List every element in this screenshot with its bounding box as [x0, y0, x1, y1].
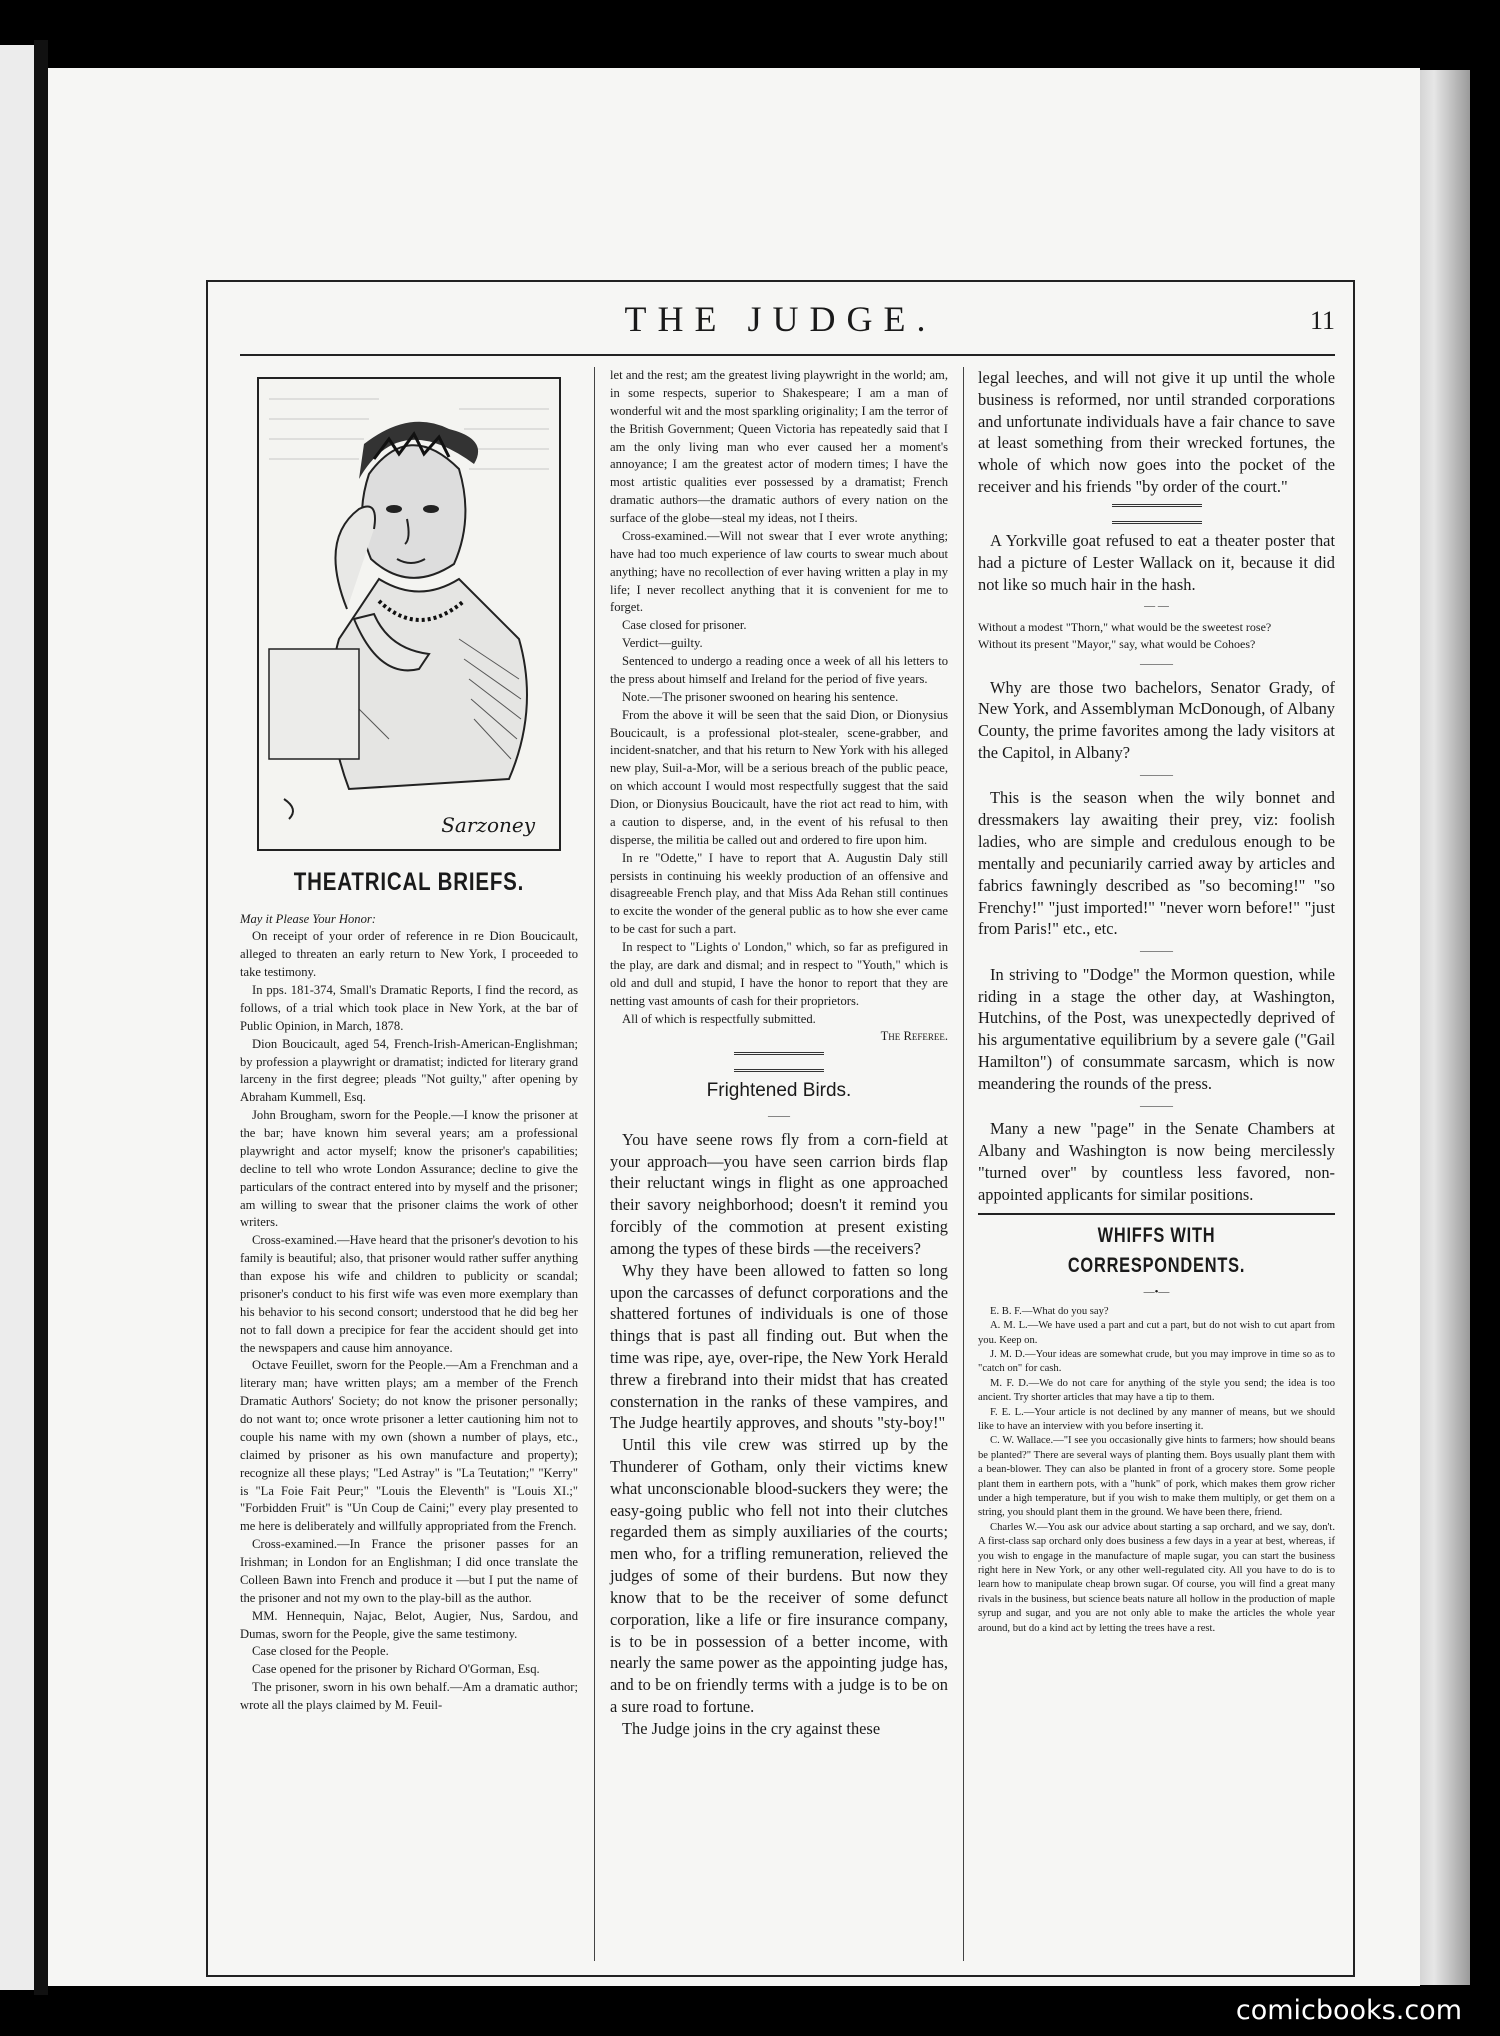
- dash-divider: ———: [1140, 768, 1173, 781]
- brief-paragraph: Sentenced to undergo a reading once a week of all his letters to the press about himself and Ireland for the period of five years.: [610, 654, 948, 686]
- column-divider: [594, 367, 595, 1961]
- brief-paragraph: Cross-examined.—In France the prisoner passes for an Irishman; in London for an Englishman; I did once translate the Colleen Bawn into French and produce it —but I put the name of the prisoner and not my own to the play-bill as the author.: [240, 1537, 578, 1605]
- brief-paragraph: Case closed for prisoner.: [622, 618, 747, 633]
- birds-paragraph: You have seene rows fly from a corn-field at your approach—you have seen carrion birds flap their reluctant wings in flight as one approached their savory neighborhood; doesn't it remind you forcibly of the commotion at present existing among the types of these birds —the receivers?: [610, 1129, 948, 1258]
- verse-line: Without a modest "Thorn," what would be the sweetest rose?: [978, 619, 1272, 634]
- dash-divider: —•—: [1143, 1286, 1170, 1299]
- correspondent-reply: C. W. Wallace.—"I see you occasionally give hints to farmers; how should beans be planted?" There are several ways of planting them. Boys usually plant them with a bean-blower. They can also be planted in front of a grocery store. Some people plant them in earthern pots, with a "hunk" of pork, which makes them grow richer under a high temperature, but if you wish to make them multiply, or get them on a string, you should plant them in the ground. We have been there, friend.: [978, 1435, 1335, 1519]
- dash-divider: ———: [1140, 1099, 1173, 1112]
- section-ornament: [1112, 504, 1202, 524]
- brief-paragraph: let and the rest; am the greatest living playwright in the world; am, in some respects, superior to Shakespeare; I am a man of wonderful wit and the most sparkling originality; I am the terror of the British Government; Queen Victoria has repeatedly said that I am the only living man who ever caused her a moment's annoyance; I am the greatest actor of modern times; I have the most artistic qualities ever possessed by a dramatist; French dramatic authors—the dramatic authors of every nation on the surface of the globe—steal my ideas, not I theirs.: [610, 368, 948, 525]
- masthead-title: THE JUDGE.: [624, 299, 937, 339]
- brief-paragraph: In re "Odette," I have to report that A. Augustin Daly still persists in continuing his weekly production of an offensive and disagreeable French play, and that Miss Ada Rehan still continues to excite the wonder of the general public as to how she ever came to be cast for such a part.: [610, 850, 948, 937]
- correspondent-reply: M. F. D.—We do not care for anything of the style you send; the idea is too ancient. Try shorter articles that may have a tip to them.: [978, 1377, 1335, 1404]
- brief-paragraph: Case closed for the People.: [252, 1644, 389, 1659]
- section-rule: [978, 1213, 1335, 1215]
- newspaper-page: [48, 68, 1420, 1986]
- birds-paragraph: Until this vile crew was stirred up by the Thunderer of Gotham, only their victims knew what unconscionable blood-suckers they were; the easy-going public who fell not into their clutches regarded them as simply auxiliaries of the courts; men who, for a trifling remuneration, relieved the judges of some of their burdens. But now they know that to be the receiver of some defunct corporation, like a life or fire insurance company, is to be in possession of a better income, with nearly the same power as the appointing judge has, and to be on friendly terms with a judge is to be on a sure road to fortune.: [610, 1435, 948, 1716]
- correspondent-reply: A. M. L.—We have used a part and cut a part, but do not wish to cut apart from you. Keep on.: [978, 1320, 1335, 1346]
- birds-paragraph: The Judge joins in the cry against these: [622, 1718, 881, 1738]
- leeches-paragraph: legal leeches, and will not give it up until the whole business is reformed, nor until stranded corporations and unfortunate individuals have a fair chance to save at least something from their wrecked fortunes, the whole of which now goes into the pocket of the receiver and his friends "by order of the court.": [978, 368, 1335, 497]
- brief-paragraph: Verdict—guilty.: [622, 636, 703, 651]
- page-frame: [206, 280, 1355, 1977]
- column-2: [610, 367, 948, 1740]
- brief-paragraph: John Brougham, sworn for the People.—I know the prisoner at the bar; have known him several years; am a professional playwright and actor myself; know the prisoner's capabilities; decline to tell who wrote London Assurance; decline to give the particulars of the contract entered into by myself and the prisoner; am willing to swear that the prisoner claims the work of other writers.: [240, 1108, 578, 1230]
- dash-divider: ———: [1140, 945, 1173, 958]
- brief-paragraph: Octave Feuillet, sworn for the People.—Am a Frenchman and a literary man; have written plays; am a member of the French Dramatic Authors' Society; do not know the prisoner personally; do not want to; once wrote prisoner a letter cautioning him not to couple his name with my own (shown a number of plays, etc., claimed by prisoner as his own manufacture and property); recognize all these plays; "Led Astray" is "La Teutation;" "Kerry" is "La Foie Fait Peur;" "Louis the Eleventh" is "Louis XI.;" "Forbidden Fruit" is "Un Coup de Caini;" every play presented to me here is deliberately and willfully appropriated from the French.: [240, 1358, 578, 1534]
- brief-paragraph: On receipt of your order of reference in re Dion Boucicault, alleged to threaten an early return to New York, I proceeded to take testimony.: [240, 929, 578, 980]
- theatrical-briefs-headline: THEATRICAL BRIEFS.: [293, 868, 525, 896]
- page-number: 11: [1309, 306, 1335, 335]
- correspondent-reply: E. B. F.—What do you say?: [990, 1305, 1109, 1317]
- brief-paragraph: All of which is respectfully submitted.: [622, 1011, 816, 1026]
- brief-paragraph: Cross-examined.—Will not swear that I ever wrote anything; have had too much experience of law courts to swear much about anything; have no recollection of ever having written a play in my life; I never recollect anything that it is convenient for me to forget.: [610, 528, 948, 615]
- brief-paragraph: From the above it will be seen that the said Dion, or Dionysius Boucicault, is a professional plot-stealer, scene-grabber, and incident-snatcher, and that his return to New York with his alleged new play, Suil-a-Mor, will be a serious breach of the public peace, on which account I would most respectfully suggest that the said Dion, or Dionysius Boucicault, have the riot act read to him, with a caution to disperse, and, in the event of his refusal to then disperse, the militia be called out and ordered to fire upon him.: [610, 707, 948, 847]
- dash-divider: — —: [1144, 600, 1169, 613]
- referee-signature: The Referee.: [880, 1029, 948, 1044]
- section-ornament: [734, 1052, 824, 1072]
- correspondent-reply: F. E. L.—Your article is not declined by any manner of means, but we should like to have an interview with you before inserting it.: [978, 1406, 1335, 1432]
- dodge-paragraph: In striving to "Dodge" the Mormon question, while riding in a stage the other day, at Washington, Hutchins, of the Post, was unexpectedly deprived of his argumentative equilibrium by a severe gale ("Gail Hamilton") of consummate sarcasm, which is now meandering the rounds of the press.: [978, 964, 1335, 1093]
- page-paragraph: Many a new "page" in the Senate Chambers at Albany and Washington is now being mercilessly "turned over" by countless less favored, non-appointed applicants for similar positions.: [978, 1119, 1335, 1204]
- correspondent-reply: J. M. D.—Your ideas are somewhat crude, but you may improve in time so as to "catch on" for cash.: [978, 1348, 1335, 1375]
- artist-signature: Sarzoney: [441, 812, 535, 837]
- brief-paragraph: In respect to "Lights o' London," which, so far as prefigured in the play, are dark and dismal; and in respect to "Youth," which is old and dull and stupid, I have the honor to report that they are netting vast amounts of cash for their proprietors.: [610, 940, 948, 1008]
- verse-line: Without its present "Mayor," say, what would be Cohoes?: [978, 636, 1256, 651]
- salutation: May it Please Your Honor:: [240, 911, 376, 926]
- site-watermark: comicbooks.com: [1235, 1995, 1462, 2026]
- brief-paragraph: Dion Boucicault, aged 54, French-Irish-American-Englishman; by profession a playwright or dramatist; indicted for literary grand larceny in the first degree; pleads "Not guilty," after opening by Abraham Kummell, Esq.: [240, 1036, 578, 1105]
- brief-paragraph: Note.—The prisoner swooned on hearing his sentence.: [622, 689, 899, 704]
- brief-paragraph: MM. Hennequin, Najac, Belot, Augier, Nus, Sardou, and Dumas, sworn for the People, give the same testimony.: [240, 1608, 578, 1641]
- season-paragraph: This is the season when the wily bonnet and dressmakers lay awaiting their prey, viz: foolish ladies, who are simple and credulous enough to be mentally and pecuniarily carried away by articles and fabrics fawningly described as "so becoming!" "so Frenchy!" "just imported!" "never worn before!" "just from Paris!" etc., etc.: [978, 788, 1335, 939]
- book-spine: [34, 40, 48, 1995]
- portrait-engraving: [259, 379, 559, 849]
- birds-paragraph: Why they have been allowed to fatten so long upon the carcasses of defunct corporations and the shattered fortunes of individuals is one of those things that is past all finding out. But when the time was ripe, aye, over-ripe, the New York Herald threw a firebrand into their midst that has created consternation in the ranks of these vampires, and The Judge heartily approves, and shouts "sty-boy!": [610, 1260, 948, 1433]
- column-3: [978, 367, 1335, 1636]
- dash-divider: ——: [768, 1110, 790, 1123]
- whiffs-headline: WHIFFS WITH CORRESPONDENTS.: [1067, 1224, 1246, 1278]
- brief-paragraph: Cross-examined.—Have heard that the prisoner's devotion to his family is beautiful; also, that prisoner would rather suffer anything than expose his wife and children to publicity or scandal; prisoner's conduct to his first wife was even more exemplary than his behavior to his second consort; understood that he did beg her not to fall down a precipice for fear the accident should get into the newspapers and cause him annoyance.: [240, 1233, 578, 1355]
- goat-paragraph: A Yorkville goat refused to eat a theater poster that had a picture of Lester Wallack on it, because it did not like so much hair in the hash.: [978, 530, 1335, 594]
- masthead-rule: [240, 354, 1335, 356]
- column-divider: [963, 367, 964, 1961]
- brief-paragraph: Case opened for the prisoner by Richard O'Gorman, Esq.: [252, 1662, 540, 1677]
- brief-paragraph: The prisoner, sworn in his own behalf.—Am a dramatic author; wrote all the plays claimed by M. Feuil-: [240, 1680, 578, 1712]
- column-1: [240, 367, 578, 1715]
- correspondent-reply: Charles W.—You ask our advice about starting a sap orchard, and we say, don't. A first-class sap orchard only does business a few days in a year at best, whereas, if you wish to engage in the manufacture of maple sugar, you can start the business right here in New York, or any other well-regulated city. All you have to do is to learn how to manipulate cheap brown sugar. Of course, you will find a great many rivals in the business, but science beats nature all hollow in the production of maple syrup and sugar, and you are not only able to make the articles the whole year around, but do a kind act by letting the trees have a rest.: [978, 1521, 1335, 1634]
- previous-page-edge: [0, 45, 38, 1990]
- dash-divider: ———: [1140, 657, 1173, 670]
- bachelors-paragraph: Why are those two bachelors, Senator Grady, of New York, and Assemblyman McDonough, of Albany County, the prime favorites among the lady visitors at the Capitol, in Albany?: [978, 677, 1335, 763]
- actress-portrait-illustration: [257, 377, 561, 851]
- frightened-birds-headline: Frightened Birds.: [706, 1080, 852, 1102]
- brief-paragraph: In pps. 181-374, Small's Dramatic Reports, I find the record, as follows, of a trial which took place in New York, at the bar of Public Opinion, in March, 1878.: [240, 983, 578, 1033]
